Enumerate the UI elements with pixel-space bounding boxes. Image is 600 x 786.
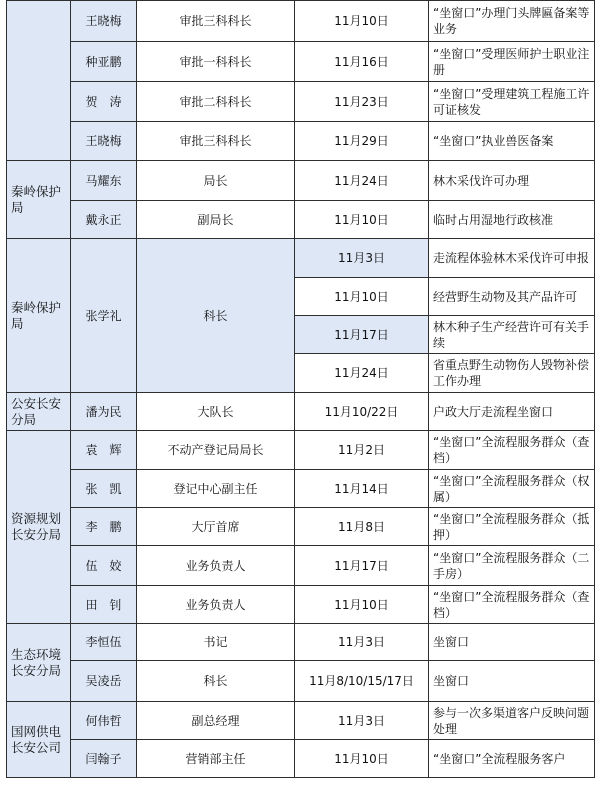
org-cell: 秦岭保护局 (7, 161, 71, 239)
position-cell: 营销部主任 (137, 740, 295, 778)
date-cell: 11月23日 (295, 82, 429, 122)
position-cell: 副总经理 (137, 702, 295, 740)
date-cell: 11月8日 (295, 508, 429, 546)
name-cell: 伍 姣 (71, 546, 137, 586)
table-row (7, 740, 595, 778)
name-cell: 李恒伍 (71, 624, 137, 661)
name-cell: 王晓梅 (71, 1, 137, 42)
date-cell: 11月16日 (295, 42, 429, 82)
date-cell: 11月17日 (295, 316, 429, 354)
table-row (7, 470, 595, 508)
task-cell: 坐窗口 (429, 661, 595, 702)
position-cell: 不动产登记局局长 (137, 431, 295, 470)
date-cell: 11月10/22日 (295, 393, 429, 431)
task-cell: “坐窗口”全流程服务群众（二手房） (429, 546, 595, 586)
task-cell: 坐窗口 (429, 624, 595, 661)
position-cell: 书记 (137, 624, 295, 661)
position-cell: 大队长 (137, 393, 295, 431)
task-cell: “坐窗口”受理建筑工程施工许可证核发 (429, 82, 595, 122)
name-cell: 田 钊 (71, 586, 137, 624)
task-cell: “坐窗口”全流程服务群众（权属） (429, 470, 595, 508)
task-cell: “坐窗口”全流程服务群众（查档） (429, 586, 595, 624)
table-row (7, 431, 595, 470)
date-cell: 11月10日 (295, 740, 429, 778)
date-cell: 11月10日 (295, 1, 429, 42)
position-cell: 审批一科科长 (137, 42, 295, 82)
name-cell: 王晓梅 (71, 122, 137, 161)
date-cell: 11月2日 (295, 431, 429, 470)
table-row (7, 239, 595, 278)
table-row (7, 161, 595, 201)
task-cell: “坐窗口”全流程服务群众（查档） (429, 431, 595, 470)
position-cell: 业务负责人 (137, 586, 295, 624)
date-cell: 11月17日 (295, 546, 429, 586)
table-row (7, 546, 595, 586)
org-cell (7, 1, 71, 161)
name-cell: 潘为民 (71, 393, 137, 431)
position-cell: 审批三科科长 (137, 122, 295, 161)
task-cell: “坐窗口”办理门头牌匾备案等业务 (429, 1, 595, 42)
date-cell: 11月3日 (295, 702, 429, 740)
position-cell: 登记中心副主任 (137, 470, 295, 508)
position-cell: 业务负责人 (137, 546, 295, 586)
task-cell: “坐窗口”受理医师护士职业注册 (429, 42, 595, 82)
task-cell: 省重点野生动物伤人毁物补偿工作办理 (429, 354, 595, 393)
table-row (7, 82, 595, 122)
position-cell: 审批二科科长 (137, 82, 295, 122)
schedule-table (6, 0, 595, 778)
name-cell: 何伟哲 (71, 702, 137, 740)
task-cell: 走流程体验林木采伐许可申报 (429, 239, 595, 278)
date-cell: 11月10日 (295, 586, 429, 624)
date-cell: 11月3日 (295, 239, 429, 278)
table-row (7, 1, 595, 42)
table-row (7, 122, 595, 161)
org-cell: 资源规划长安分局 (7, 431, 71, 624)
table-row (7, 42, 595, 82)
name-cell: 马耀东 (71, 161, 137, 201)
table-row (7, 586, 595, 624)
task-cell: “坐窗口”执业兽医备案 (429, 122, 595, 161)
date-cell: 11月10日 (295, 278, 429, 316)
name-cell: 戴永正 (71, 201, 137, 239)
name-cell: 李 鹏 (71, 508, 137, 546)
table-row (7, 201, 595, 239)
org-cell: 生态环境长安分局 (7, 624, 71, 702)
position-cell: 科长 (137, 239, 295, 393)
name-cell: 张 凯 (71, 470, 137, 508)
table-row (7, 624, 595, 661)
date-cell: 11月8/10/15/17日 (295, 661, 429, 702)
position-cell: 副局长 (137, 201, 295, 239)
position-cell: 局长 (137, 161, 295, 201)
name-cell: 贺 涛 (71, 82, 137, 122)
task-cell: 林木采伐许可办理 (429, 161, 595, 201)
name-cell: 袁 辉 (71, 431, 137, 470)
task-cell: 户政大厅走流程坐窗口 (429, 393, 595, 431)
org-cell: 秦岭保护局 (7, 239, 71, 393)
task-cell: “坐窗口”全流程服务群众（抵押） (429, 508, 595, 546)
table-row (7, 508, 595, 546)
task-cell: 林木种子生产经营许可有关手续 (429, 316, 595, 354)
date-cell: 11月14日 (295, 470, 429, 508)
task-cell: 经营野生动物及其产品许可 (429, 278, 595, 316)
table-row (7, 661, 595, 702)
date-cell: 11月24日 (295, 161, 429, 201)
name-cell: 吴凌岳 (71, 661, 137, 702)
date-cell: 11月3日 (295, 624, 429, 661)
name-cell: 张学礼 (71, 239, 137, 393)
task-cell: 参与一次多渠道客户反映问题处理 (429, 702, 595, 740)
position-cell: 大厅首席 (137, 508, 295, 546)
date-cell: 11月24日 (295, 354, 429, 393)
table-row (7, 393, 595, 431)
name-cell: 种亚鹏 (71, 42, 137, 82)
org-cell: 国网供电长安公司 (7, 702, 71, 778)
position-cell: 科长 (137, 661, 295, 702)
table-row (7, 702, 595, 740)
date-cell: 11月29日 (295, 122, 429, 161)
task-cell: “坐窗口”全流程服务客户 (429, 740, 595, 778)
date-cell: 11月10日 (295, 201, 429, 239)
task-cell: 临时占用湿地行政核准 (429, 201, 595, 239)
position-cell: 审批三科科长 (137, 1, 295, 42)
name-cell: 闫翰子 (71, 740, 137, 778)
org-cell: 公安长安分局 (7, 393, 71, 431)
